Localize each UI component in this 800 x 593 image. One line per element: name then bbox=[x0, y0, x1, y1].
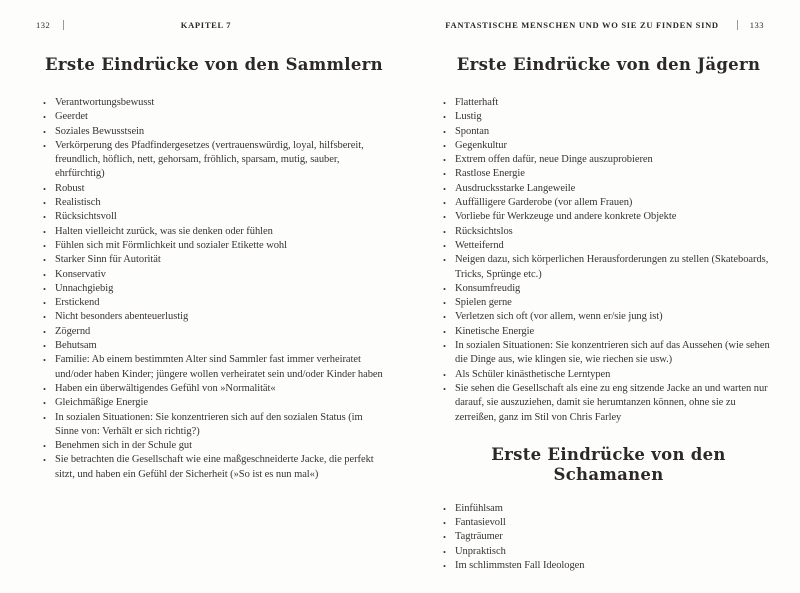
list-item bbox=[443, 196, 774, 210]
list-item-text: Einfühlsam bbox=[455, 502, 503, 514]
list-item bbox=[43, 182, 385, 196]
list-item-text: Benehmen sich in der Schule gut bbox=[55, 440, 192, 452]
bullet-icon: • bbox=[43, 412, 46, 423]
bullet-icon: • bbox=[443, 140, 446, 151]
list-item bbox=[443, 239, 774, 253]
list-item bbox=[43, 268, 385, 282]
bullet-icon: • bbox=[443, 341, 446, 352]
list-item bbox=[443, 382, 774, 425]
list-item-text: In sozialen Situationen: Sie konzentrieren sich auf das Aussehen (wie sehen die Dinge aus, wie klingen sie, wie riechen sie usw.) bbox=[455, 340, 770, 366]
list-item-text: Realistisch bbox=[55, 197, 101, 209]
bullet-icon: • bbox=[43, 355, 46, 366]
bullet-icon: • bbox=[443, 312, 446, 323]
list-item bbox=[443, 139, 774, 153]
bullet-icon: • bbox=[443, 383, 446, 394]
bullet-icon: • bbox=[443, 212, 446, 223]
bullet-icon: • bbox=[443, 126, 446, 137]
list-item bbox=[43, 353, 385, 382]
list-item bbox=[43, 239, 385, 253]
list-item bbox=[443, 296, 774, 310]
running-head-right bbox=[400, 20, 800, 30]
list-item-text: Sie betrachten die Gesellschaft wie eine maßgeschneiderte Jacke, die perfekt sitzt, und haben ein Gefühl der Sicherheit (»So ist es nun mal«) bbox=[55, 454, 374, 480]
list-item-text: Rücksichtslos bbox=[455, 225, 513, 237]
bullet-icon: • bbox=[43, 455, 46, 466]
bullet-icon: • bbox=[443, 326, 446, 337]
bullet-icon: • bbox=[443, 183, 446, 194]
bullet-icon: • bbox=[443, 298, 446, 309]
bullet-icon: • bbox=[443, 518, 446, 529]
list-item-text: Konsumfreudig bbox=[455, 282, 521, 294]
bullet-icon: • bbox=[43, 383, 46, 394]
bullet-icon: • bbox=[443, 198, 446, 209]
list-item-text: Familie: Ab einem bestimmten Alter sind Sammler fast immer verheiratet und/oder haben Kinder; jüngere wollen verheiratet sein und/oder Kinder haben bbox=[55, 354, 383, 380]
list-item-text: Extrem offen dafür, neue Dinge auszuprobieren bbox=[455, 154, 653, 166]
running-head-left bbox=[0, 20, 400, 30]
list-item-text: Verletzen sich oft (vor allem, wenn er/sie jung ist) bbox=[455, 311, 663, 323]
list-item bbox=[43, 382, 385, 396]
list-item bbox=[43, 125, 385, 139]
bullet-icon: • bbox=[43, 312, 46, 323]
bullet-icon: • bbox=[43, 98, 46, 108]
bullet-list-jaeger bbox=[443, 96, 774, 425]
bullet-icon: • bbox=[43, 341, 46, 352]
list-item-text: Geerdet bbox=[55, 111, 88, 123]
list-item bbox=[443, 96, 774, 110]
section-title-sammler: Erste Eindrücke von den Sammlern bbox=[45, 55, 383, 74]
page-content-right bbox=[400, 0, 800, 573]
page-number-left: 132 bbox=[36, 20, 51, 30]
list-item-text: In sozialen Situationen: Sie konzentrieren sich auf den sozialen Status (im Sinne von: Verhält er sich richtig?) bbox=[55, 411, 363, 437]
bullet-icon: • bbox=[43, 126, 46, 137]
page-number-right: 133 bbox=[749, 20, 764, 30]
list-item-text: Gleichmäßige Energie bbox=[55, 397, 148, 409]
list-item bbox=[43, 411, 385, 440]
bullet-icon: • bbox=[443, 240, 446, 251]
bullet-icon: • bbox=[443, 283, 446, 294]
list-item-text: Rastlose Energie bbox=[455, 168, 525, 180]
list-item bbox=[443, 282, 774, 296]
list-item-text: Halten vielleicht zurück, was sie denken oder fühlen bbox=[55, 225, 273, 237]
bullet-icon: • bbox=[443, 369, 446, 380]
list-item-text: Neigen dazu, sich körperlichen Herausforderungen zu stellen (Skateboards, Tricks, Sprünge etc.) bbox=[455, 254, 769, 280]
list-item bbox=[443, 167, 774, 181]
header-divider-left bbox=[63, 20, 64, 30]
bullet-icon: • bbox=[43, 269, 46, 280]
list-item-text: Wetteifernd bbox=[455, 239, 504, 251]
list-item-text: Als Schüler kinästhetische Lerntypen bbox=[455, 368, 611, 380]
page-right bbox=[400, 0, 800, 593]
list-item-text: Ausdrucksstarke Langeweile bbox=[455, 182, 576, 194]
list-item-text: Fühlen sich mit Förmlichkeit und sozialer Etikette wohl bbox=[55, 239, 288, 251]
bullet-icon: • bbox=[43, 398, 46, 409]
section-title-schamanen: Erste Eindrücke von den Schamanen bbox=[491, 444, 726, 484]
bullet-icon: • bbox=[43, 140, 46, 151]
header-divider-right bbox=[737, 20, 738, 30]
list-item-text: Unnachgiebig bbox=[55, 282, 114, 294]
list-item bbox=[43, 96, 385, 110]
bullet-icon: • bbox=[43, 283, 46, 294]
list-item bbox=[443, 368, 774, 382]
list-item-text: Gegenkultur bbox=[455, 139, 507, 151]
list-item-text: Spontan bbox=[455, 125, 490, 137]
list-item bbox=[43, 396, 385, 410]
list-item bbox=[43, 296, 385, 310]
list-item-text: Im schlimmsten Fall Ideologen bbox=[455, 560, 585, 572]
list-item bbox=[43, 253, 385, 267]
bullet-icon: • bbox=[43, 198, 46, 209]
list-item-text: Auffälligere Garderobe (vor allem Frauen) bbox=[455, 197, 633, 209]
list-item bbox=[443, 125, 774, 139]
list-item-text: Nicht besonders abenteuerlustig bbox=[55, 311, 189, 323]
list-item-text: Haben ein überwältigendes Gefühl von »Normalität« bbox=[55, 382, 276, 394]
bullet-list-schamanen bbox=[443, 502, 774, 573]
list-item bbox=[443, 325, 774, 339]
list-item-text: Spielen gerne bbox=[455, 297, 512, 309]
list-item-text: Verkörperung des Pfadfindergesetzes (vertrauenswürdig, loyal, hilfsbereit, freundlich, höflich, nett, gehorsam, fröhlich, sparsam, mutig, sauber, ehrfürchtig) bbox=[55, 139, 364, 180]
bullet-icon: • bbox=[443, 155, 446, 166]
bullet-icon: • bbox=[443, 226, 446, 237]
list-item-text: Kinetische Energie bbox=[455, 325, 535, 337]
list-item-text: Robust bbox=[55, 182, 85, 194]
list-item-text: Konservativ bbox=[55, 268, 106, 280]
list-item bbox=[443, 502, 774, 516]
list-item bbox=[443, 559, 774, 573]
list-item bbox=[443, 545, 774, 559]
list-item bbox=[443, 210, 774, 224]
list-item-text: Soziales Bewusstsein bbox=[55, 125, 145, 137]
list-item-text: Behutsam bbox=[55, 340, 97, 352]
bullet-icon: • bbox=[43, 441, 46, 452]
list-item bbox=[43, 225, 385, 239]
running-head-text-right: FANTASTISCHE MENSCHEN UND WO SIE ZU FINDEN SIND bbox=[445, 20, 719, 30]
bullet-icon: • bbox=[43, 112, 46, 123]
list-item bbox=[443, 225, 774, 239]
bullet-icon: • bbox=[43, 298, 46, 309]
list-item-text: Verantwortungsbewusst bbox=[55, 97, 155, 108]
list-item bbox=[43, 282, 385, 296]
list-item-text: Flatterhaft bbox=[455, 97, 499, 108]
list-item-text: Zögernd bbox=[55, 325, 91, 337]
bullet-icon: • bbox=[443, 503, 446, 514]
list-item bbox=[43, 110, 385, 124]
list-item-text: Vorliebe für Werkzeuge und andere konkrete Objekte bbox=[455, 211, 677, 223]
list-item bbox=[443, 153, 774, 167]
list-item-text: Erstickend bbox=[55, 297, 100, 309]
bullet-icon: • bbox=[443, 255, 446, 266]
list-item bbox=[43, 196, 385, 210]
list-item bbox=[43, 310, 385, 324]
bullet-icon: • bbox=[43, 226, 46, 237]
bullet-icon: • bbox=[443, 561, 446, 572]
list-item-text: Tagträumer bbox=[455, 531, 503, 543]
list-item bbox=[443, 182, 774, 196]
list-item bbox=[43, 139, 385, 182]
bullet-icon: • bbox=[443, 169, 446, 180]
list-item bbox=[443, 110, 774, 124]
bullet-icon: • bbox=[443, 546, 446, 557]
list-item bbox=[443, 310, 774, 324]
list-item-text: Unpraktisch bbox=[455, 545, 506, 557]
bullet-icon: • bbox=[43, 183, 46, 194]
list-item bbox=[43, 210, 385, 224]
list-item bbox=[43, 339, 385, 353]
bullet-icon: • bbox=[43, 240, 46, 251]
list-item-text: Rücksichtsvoll bbox=[55, 211, 117, 223]
list-item bbox=[443, 530, 774, 544]
running-head-text-left: KAPITEL 7 bbox=[180, 20, 232, 30]
list-item-text: Fantasievoll bbox=[455, 517, 506, 529]
bullet-icon: • bbox=[443, 112, 446, 123]
list-item bbox=[43, 453, 385, 482]
list-item bbox=[443, 339, 774, 368]
bullet-icon: • bbox=[443, 532, 446, 543]
bullet-icon: • bbox=[43, 326, 46, 337]
bullet-icon: • bbox=[43, 255, 46, 266]
list-item bbox=[443, 516, 774, 530]
section-title-jaeger: Erste Eindrücke von den Jägern bbox=[456, 55, 761, 74]
list-item-text: Sie sehen die Gesellschaft als eine zu eng sitzende Jacke an und warten nur darauf, sie auszuziehen, damit sie herumtanzen können, ohne sie zu zerreißen, ganz im Stil von Chris Farley bbox=[455, 382, 768, 423]
bullet-list-sammler bbox=[43, 96, 385, 482]
bullet-icon: • bbox=[443, 98, 446, 108]
list-item-text: Starker Sinn für Autorität bbox=[55, 254, 161, 266]
list-item bbox=[443, 253, 774, 282]
bullet-icon: • bbox=[43, 212, 46, 223]
page-content-left bbox=[0, 0, 400, 482]
list-item bbox=[43, 439, 385, 453]
list-item-text: Lustig bbox=[455, 111, 482, 123]
list-item bbox=[43, 325, 385, 339]
